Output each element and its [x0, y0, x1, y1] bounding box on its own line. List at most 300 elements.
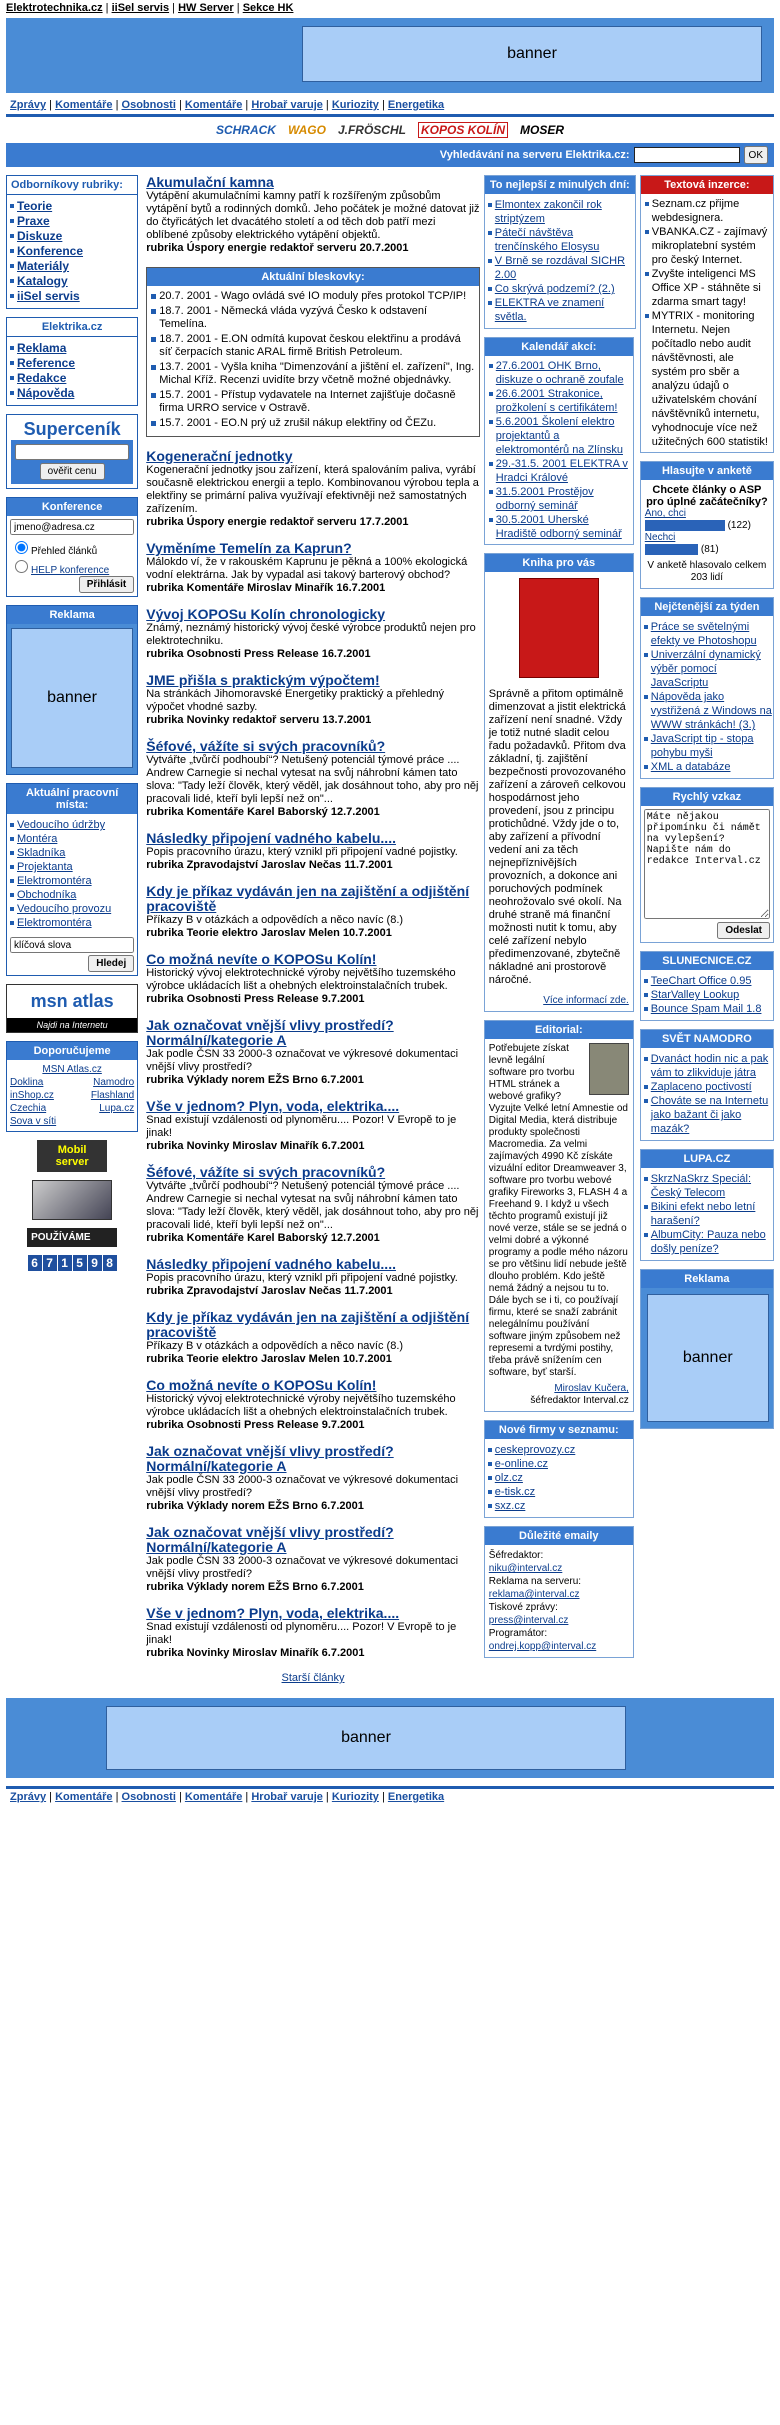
site-search-bar [6, 143, 774, 167]
svet-link[interactable]: Zaplaceno poctivostí [650, 1081, 752, 1094]
article-text: Známý, neznámý historický vývoj české výrobce produktů nejen pro elektrotechniku. [146, 622, 476, 647]
firma-link[interactable]: ceskeprovozy.cz [494, 1444, 576, 1456]
email-link[interactable]: press@interval.cz [488, 1615, 569, 1626]
svet-item[interactable] [643, 1080, 773, 1094]
article [146, 884, 480, 940]
article-title[interactable]: Vše v jednom? Plyn, voda, elektrika.... [146, 1605, 400, 1621]
slunecnice-link[interactable]: Bounce Spam Mail 1.8 [650, 1003, 762, 1016]
article-title[interactable]: Jak označovat vnější vlivy prostředí? Normální/kategorie A [146, 1443, 394, 1474]
nove-firmy-list [487, 1443, 633, 1513]
nejctenejsi-title: Nejčtenější za týden [641, 598, 773, 616]
dop-link[interactable]: Sova v síti [10, 1116, 57, 1127]
prace-item[interactable] [9, 916, 137, 930]
nove-firmy-title: Nové firmy v seznamu: [485, 1421, 633, 1439]
lupa-link[interactable]: Bikini efekt nebo letní harašení? [650, 1201, 756, 1228]
article-title[interactable]: Co možná nevíte o KOPOSu Kolín! [146, 1377, 377, 1393]
rubrika-katalogy[interactable] [9, 274, 137, 289]
article [146, 1018, 480, 1087]
elektrika-title: Elektrika.cz [7, 318, 137, 337]
counter-digit: 1 [58, 1255, 72, 1271]
article-title[interactable]: Akumulační kamna [146, 174, 274, 190]
article-title[interactable]: Vyměníme Temelín za Kaprun? [146, 540, 352, 556]
rubrika-teorie[interactable] [9, 199, 137, 214]
prace-search-input[interactable] [10, 937, 134, 953]
counter-digit: 9 [88, 1255, 102, 1271]
footer-banner-bar [6, 1698, 774, 1778]
nejlepsi-list [487, 198, 635, 324]
svet-item[interactable] [643, 1094, 773, 1136]
article-meta: rubrika Novinky redaktoř serveru 13.7.2001 [146, 714, 372, 726]
topnav-link-hwserver[interactable]: HW Server [178, 2, 234, 14]
prace-item[interactable] [9, 818, 137, 832]
right-banner[interactable]: banner [647, 1294, 769, 1422]
doporucujeme-title: Doporučujeme [7, 1042, 137, 1060]
email-link[interactable]: ondrej.kopp@interval.cz [488, 1641, 597, 1652]
article-title[interactable]: Kogenerační jednotky [146, 448, 293, 464]
logo-schrack[interactable]: SCHRACK [215, 123, 276, 137]
odeslat-button[interactable]: Odeslat [717, 922, 770, 939]
firma-link[interactable]: e-online.cz [494, 1458, 548, 1470]
slunecnice-item[interactable] [643, 988, 773, 1002]
slunecnice-item[interactable] [643, 974, 773, 988]
svet-link[interactable]: Chováte se na Internetu jako bažant či jako mazák? [650, 1095, 769, 1136]
anketa-ne-bar [645, 544, 698, 555]
nejctenejsi-item[interactable] [643, 648, 773, 690]
lupa-item[interactable] [643, 1172, 773, 1200]
prace-list [9, 818, 137, 930]
article [146, 607, 480, 661]
nejctenejsi-item[interactable] [643, 690, 773, 732]
supercenik-button[interactable]: ověřit cenu [40, 463, 105, 480]
radio-prehled[interactable] [15, 541, 28, 554]
kalendar-item[interactable] [488, 415, 630, 457]
article [146, 1378, 480, 1432]
msn-atlas-logo: msn atlas [30, 991, 114, 1011]
footer-navigation: Zprávy | Komentáře | Osobnosti | Komentáře | Hrobař varuje | Kuriozity | Energetika [6, 1786, 774, 1805]
elektrika-list [9, 341, 137, 401]
article [146, 952, 480, 1006]
slunecnice-link[interactable]: StarValley Lookup [650, 989, 740, 1002]
kalendar-link[interactable]: 26.6.2001 Strakonice, prožkolení s certifikátem! [495, 388, 618, 414]
article-text: Historický vývoj elektrotechnické výroby největšího tuzemského výrobce ukládacích lišt a ohebných elektroinstalačních trubek. [146, 1393, 456, 1418]
rubrika-konference[interactable] [9, 244, 137, 259]
bleskovka-item: 13.7. 2001 - Vyšla kniha "Dimenzování a jištění el. zařízení", Ing. Michal Kříž. Recenzi uvidíte brzy včetně možné objednávky. [151, 361, 475, 387]
firma-item[interactable] [487, 1471, 633, 1485]
section-navigation: Zprávy | Komentáře | Osobnosti | Komentáře | Hrobař varuje | Kuriozity | Energetika [6, 99, 774, 117]
search-label: Vyhledávání na serveru Elektrika.cz: [439, 149, 630, 161]
reklama-left-box [6, 605, 138, 775]
rubrika-praxe[interactable] [9, 214, 137, 229]
article-meta: rubrika Novinky Miroslav Minařík 6.7.2001 [146, 1140, 365, 1152]
article-meta: rubrika Výklady norem EŽS Brno 6.7.2001 [146, 1500, 364, 1512]
slunecnice-box [640, 951, 774, 1021]
prace-link[interactable]: Montéra [17, 833, 58, 845]
article-meta: rubrika Zpravodajství Jaroslav Nečas 11.7.2001 [146, 859, 393, 871]
prace-item[interactable] [9, 902, 137, 916]
bleskovka-item: 18.7. 2001 - E.ON odmítá kupovat českou elektřinu a prodává síť čerpacích stanic ARAL firmě British Petroleum. [151, 333, 475, 359]
inzerce-box [640, 175, 774, 453]
partner-logos [0, 117, 780, 143]
article-title[interactable]: Vývoj KOPOSu Kolín chronologicky [146, 606, 386, 622]
lupa-box [640, 1149, 774, 1261]
prace-box [6, 783, 138, 976]
logo-froschl[interactable]: J.FRÖSCHL [337, 123, 406, 137]
editorial-box [484, 1020, 634, 1412]
right-column-2 [640, 175, 774, 1692]
article-meta: rubrika Novinky Miroslav Minařík 6.7.2001 [146, 1647, 365, 1659]
prace-link[interactable]: Obchodníka [17, 889, 77, 901]
elektrika-link[interactable]: Reklama [17, 341, 67, 355]
kalendar-item[interactable] [488, 387, 630, 415]
nejctenejsi-link[interactable]: Univerzální dynamický výběr pomocí JavaScriptu [650, 649, 761, 690]
elektrika-link[interactable]: Nápověda [17, 386, 75, 400]
reklama-right-box [640, 1269, 774, 1429]
article [146, 673, 480, 727]
rubrika-diskuze[interactable] [9, 229, 137, 244]
kalendar-link[interactable]: 27.6.2001 OHK Brno, diskuze o ochraně zoufale [495, 360, 624, 386]
article-text: Na stránkách Jihomoravské Energetiky praktický a přehledný výpočet vhodné sazby. [146, 688, 444, 713]
right-column-1 [484, 175, 636, 1692]
prihlasit-button[interactable]: Přihlásit [79, 576, 134, 593]
visit-counter [6, 1255, 138, 1271]
rubrika-link[interactable]: Diskuze [17, 229, 63, 243]
emaily-title: Důležité emaily [485, 1527, 633, 1545]
footnav-kuriozity[interactable]: Kuriozity [331, 1791, 379, 1803]
rubrika-materialy[interactable] [9, 259, 137, 274]
elektrika-item[interactable] [9, 371, 137, 386]
dop-link[interactable]: Doklina [10, 1077, 44, 1088]
lupa-link[interactable]: AlbumCity: Pauza nebo došly peníze? [650, 1229, 766, 1256]
topnav-link-elektrotechnika[interactable]: Elektrotechnika.cz [6, 2, 103, 14]
inzerce-item[interactable]: MYTRIX - monitoring Internetu. Nejen počítadlo nebo audit návštěvnosti, ale systém pro sběr a analýzu údajů o uživatelském chování návštěvníků internetu, vyhodnocuje více než užitečných 600 statistik! [644, 309, 770, 449]
prace-link[interactable]: Elektromontéra [17, 917, 92, 929]
prace-link[interactable]: Projektanta [17, 861, 73, 873]
article-meta: rubrika Osobnosti Press Release 9.7.2001 [146, 993, 365, 1005]
nejlepsi-link[interactable]: V Brně se rozdával SICHR 2.00 [494, 255, 626, 281]
article-title[interactable]: Následky připojení vadného kabelu.... [146, 1256, 396, 1272]
firma-link[interactable]: e-tisk.cz [494, 1486, 536, 1498]
article-text: Snad existují vzdálenosti od plynoměru.... Pozor! V Evropě to je jinak! [146, 1621, 457, 1646]
msn-atlas-box[interactable] [6, 984, 138, 1033]
konference-title: Konference [7, 498, 137, 516]
reklama-left-title: Reklama [7, 606, 137, 624]
article [146, 175, 480, 255]
nav-energetika[interactable]: Energetika [387, 99, 445, 111]
mobil-server-logo[interactable]: Mobil server [37, 1140, 107, 1172]
inzerce-item[interactable]: Seznam.cz přijme webdesignera. [644, 197, 770, 225]
nejlepsi-item[interactable] [487, 282, 635, 296]
footnav-energetika[interactable]: Energetika [387, 1791, 445, 1803]
nejlepsi-link[interactable]: Elmontex zakončil rok striptýzem [494, 199, 602, 225]
prace-title: Aktuální pracovní místa: [7, 784, 137, 814]
vzkaz-title: Rychlý vzkaz [641, 788, 773, 806]
kniha-title: Kniha pro vás [485, 554, 633, 572]
article-text: Snad existují vzdálenosti od plynoměru.... Pozor! V Evropě to je jinak! [146, 1114, 457, 1139]
article [146, 831, 480, 872]
email-label: Programátor: [488, 1628, 548, 1639]
vzkaz-box [640, 787, 774, 943]
article-title[interactable]: Co možná nevíte o KOPOSu Kolín! [146, 951, 377, 967]
logo-wago[interactable]: WAGO [287, 123, 326, 137]
footnav-zpravy[interactable]: Zprávy [10, 1791, 47, 1803]
article-text: Popis pracovního úrazu, který vznikl při připojení vadné pojistky. [146, 1272, 458, 1284]
nav-osobnosti[interactable]: Osobnosti [121, 99, 176, 111]
nav-hrobar[interactable]: Hrobař varuje [251, 99, 323, 111]
article-title[interactable]: Následky připojení vadného kabelu.... [146, 830, 396, 846]
rubrika-link[interactable]: Teorie [17, 199, 53, 213]
slunecnice-link[interactable]: TeeChart Office 0.95 [650, 975, 752, 988]
inzerce-title: Textová inzerce: [641, 176, 773, 194]
kalendar-link[interactable]: 5.6.2001 Školení elektro projektantů a elektromontérů na Zlínsku [495, 416, 623, 456]
editor-photo [589, 1043, 629, 1095]
radio-help-label[interactable]: HELP konference [31, 565, 110, 576]
article-text: Kogenerační jednotky jsou zařízení, která spalováním paliva, vyrábí současně elektrickou energii a teplo. Kombinovanou výrobou tepla a elektřiny se primární paliva využívají efektivněji než samostatných zařízením. [146, 464, 479, 515]
logo-kopos[interactable]: KOPOS KOLÍN [418, 122, 508, 138]
rubrika-link[interactable]: iiSel servis [17, 289, 80, 303]
article-text: Málokdo ví, že v rakouském Kaprunu je pěkná a 100% ekologická vodní elektrárna. Jak by vypadal asi takový barterový obchod? [146, 556, 468, 581]
slunecnice-title: SLUNECNICE.CZ [641, 952, 773, 970]
article-meta: rubrika Teorie elektro Jaroslav Melen 10.7.2001 [146, 927, 392, 939]
lupa-item[interactable] [643, 1200, 773, 1228]
article-text: Vytvářte „tvůrčí podhoubí“? Netušený potenciál týmové práce .... Andrew Carnegie si nechal vytesat na svůj náhrobní kámen tato slova: "Tady leží člověk, který věděl, jak dosáhnout toho, aby pro něj pracovali lidé, kteří byli lepší než on"... [146, 754, 479, 805]
editorial-text: Potřebujete získat levně legální software pro tvorbu HTML stránek a webové grafiky? Vyzujte Velké letní Amnestie od Digital Media, která distribuje produkty společnosti Macromedia. Za velmi zajímavých 4990 Kč získáte vizuální editor Dreamweaver 3, software pro tvorbu webové grafiky Fireworks 3, FLASH 4 a Freehand 9. I když u všech těchto programů existují již nové verze, stále se se jedná o velmi dobré a výkonné programy a podle mého názoru se pro většinu lidí nebude ještě dlouho problém. Kdo ještě nemá žádný a nejsou tu to. Dále bych se i ti, co používají firmu, které se snaží zabránit nelegálnímu používání software jiným způsobem než represemi a tvrdými postihy, třeba právě snížením cen software, byť starší. [488, 1043, 628, 1378]
prace-link[interactable]: Vedoucího údržby [17, 819, 106, 831]
lupa-item[interactable] [643, 1228, 773, 1256]
inzerce-item[interactable]: VBANKA.CZ - zajímavý mikroplatební systém pro český Internet. [644, 225, 770, 267]
kalendar-box [484, 337, 634, 545]
dop-link[interactable]: MSN Atlas.cz [42, 1064, 102, 1075]
elektrika-link[interactable]: Redakce [17, 371, 67, 385]
article-title[interactable]: Jak označovat vnější vlivy prostředí? Normální/kategorie A [146, 1524, 394, 1555]
article-title[interactable]: Kdy je příkaz vydáván jen na zajištění a odjištění pracoviště [146, 883, 470, 914]
konference-box [6, 497, 138, 597]
rubrika-link[interactable]: Katalogy [17, 274, 68, 288]
article-meta: rubrika Výklady norem EŽS Brno 6.7.2001 [146, 1074, 364, 1086]
nejctenejsi-link[interactable]: JavaScript tip - stopa pohybu myši [650, 733, 754, 760]
article [146, 1257, 480, 1298]
anketa-ne-link[interactable]: Nechci [644, 532, 676, 544]
nav-zpravy[interactable]: Zprávy [10, 99, 47, 111]
article-title[interactable]: Jak označovat vnější vlivy prostředí? Normální/kategorie A [146, 1017, 394, 1048]
dop-link[interactable]: Flashland [90, 1090, 135, 1101]
inzerce-list [644, 197, 770, 449]
pouzivame-badge[interactable]: POUŽÍVÁME [27, 1228, 117, 1247]
anketa-ano-link[interactable]: Ano, chci [644, 508, 686, 519]
nejlepsi-item[interactable] [487, 198, 635, 226]
nejctenejsi-link[interactable]: Nápověda jako vystřižená z Windows na WWW stránkách! (3.) [650, 691, 772, 732]
nejlepsi-item[interactable] [487, 296, 635, 324]
footer-banner[interactable]: banner [106, 1706, 626, 1770]
footnav-osobnosti[interactable]: Osobnosti [121, 1791, 176, 1803]
article-meta: rubrika Teorie elektro Jaroslav Melen 10.7.2001 [146, 1353, 392, 1365]
article-text: Příkazy B v otázkách a odpovědích a něco navíc (8.) [146, 914, 404, 926]
hledej-button[interactable]: Hledej [88, 955, 134, 972]
nejctenejsi-link[interactable]: Práce se světelnými efekty ve Photoshopu [650, 621, 757, 648]
kalendar-item[interactable] [488, 485, 630, 513]
supercenik-input[interactable] [15, 444, 129, 460]
counter-digit: 5 [73, 1255, 87, 1271]
nejctenejsi-item[interactable] [643, 760, 773, 774]
doporucujeme-box [6, 1041, 138, 1132]
article-meta: rubrika Komentáře Karel Baborský 12.7.2001 [146, 1232, 380, 1244]
nejctenejsi-item[interactable] [643, 620, 773, 648]
anketa-ne-count: (81) [700, 544, 719, 556]
nav-komentare[interactable]: Komentáře [55, 99, 113, 111]
search-input[interactable] [634, 147, 740, 163]
dop-link[interactable]: inShop.cz [10, 1090, 54, 1101]
nove-firmy-box [484, 1420, 634, 1518]
book-cover-image[interactable] [519, 578, 599, 678]
topnav-link-sekcehk[interactable]: Sekce HK [242, 2, 294, 14]
kniha-more-link[interactable]: Více informací zde. [543, 995, 629, 1006]
inzerce-item[interactable]: Zvyšte inteligenci MS Office XP - stáhněte si zdarma smart tagy! [644, 267, 770, 309]
firma-item[interactable] [487, 1443, 633, 1457]
left-column [6, 175, 138, 1692]
nejlepsi-link[interactable]: ELEKTRA ve znamení světla. [494, 297, 605, 323]
logo-moser[interactable]: MOSER [520, 123, 565, 137]
bleskovka-item: 15.7. 2001 - Přístup vydavatele na Internet zajišťuje dočasně firma URRO service v Ostravě. [151, 389, 475, 415]
kalendar-link[interactable]: 30.5.2001 Uherské Hradiště odborný seminář [495, 514, 622, 540]
email-link[interactable]: niku@interval.cz [488, 1563, 563, 1574]
search-button[interactable]: OK [744, 146, 768, 164]
email-label: Šéfredaktor: [488, 1550, 544, 1561]
article [146, 1099, 480, 1153]
supercenik-panel [11, 440, 133, 484]
header-banner[interactable]: banner [302, 26, 762, 82]
article-text: Popis pracovního úrazu, který vznikl při připojení vadné pojistky. [146, 846, 458, 858]
footnav-komentare[interactable]: Komentáře [55, 1791, 113, 1803]
article-meta: rubrika Úspory energie redaktoř serveru 17.7.2001 [146, 516, 409, 528]
article-meta: rubrika Komentáře Miroslav Minařík 16.7.2001 [146, 582, 386, 594]
rubriky-list [9, 199, 137, 304]
article-title[interactable]: Šéfové, vážíte si svých pracovníků? [146, 1164, 386, 1180]
dop-link[interactable]: Namodro [93, 1077, 135, 1088]
lupa-link[interactable]: SkrzNaSkrz Speciál: Český Telecom [650, 1173, 752, 1200]
kniha-box [484, 553, 634, 1012]
article-title[interactable]: Kdy je příkaz vydáván jen na zajištění a odjištění pracoviště [146, 1309, 470, 1340]
article-title[interactable]: JME přišla s praktickým výpočtem! [146, 672, 380, 688]
konference-email-input[interactable] [10, 519, 134, 535]
vzkaz-textarea[interactable] [644, 809, 770, 919]
article-meta: rubrika Osobnosti Press Release 9.7.2001 [146, 1419, 365, 1431]
nejlepsi-item[interactable] [487, 254, 635, 282]
svet-item[interactable] [643, 1052, 773, 1080]
slunecnice-item[interactable] [643, 1002, 773, 1016]
anketa-title: Hlasujte v anketě [641, 462, 773, 480]
article-text: Příkazy B v otázkách a odpovědích a něco navíc (8.) [146, 1340, 404, 1352]
nejctenejsi-item[interactable] [643, 732, 773, 760]
nejlepsi-title: To nejlepší z minulých dní: [485, 176, 635, 194]
header-banner-bar [6, 18, 774, 93]
anketa-total: V anketě hlasovalo celkem 203 lidí [647, 560, 767, 584]
nav-kuriozity[interactable]: Kuriozity [331, 99, 379, 111]
elektrika-item[interactable] [9, 356, 137, 371]
svet-link[interactable]: Dvanáct hodin nic a pak vám to zlikviduje játra [650, 1053, 769, 1080]
kalendar-link[interactable]: 29.-31.5. 2001 ELEKTRA v Hradci Králové [495, 458, 628, 484]
kalendar-link[interactable]: 31.5.2001 Prostějov odborný seminář [495, 486, 594, 512]
article-title[interactable]: Šéfové, vážíte si svých pracovníků? [146, 738, 386, 754]
kniha-text: Správně a přitom optimálně dimenzovat a jistit elektrická zařízení není snadné. Vždy je totiž nutné sladit celou řadu požadavků. Přitom dva základní, tj. zajištění bezpečnosti provozovaného zařízení a zároveň celkovou hospodárnost jeho provedení, jsou z principu protichůdné. Vždy jde o to, aby zařízení a přívodní vedení ani za těch nejnepříznivějších provozních, a dokonce ani poruchových podmínek neohrožovalo své okolí. Na druhé straně má finanční možnosti nutit k tomu, aby celé zařízení nebylo předimenzované, zbytečně nákladné ani prostorově náročné. [488, 688, 626, 986]
topnav-link-iisel[interactable]: iiSel servis [111, 2, 170, 14]
lupa-list [643, 1172, 773, 1256]
editor-role: šéfredaktor Interval.cz [530, 1395, 629, 1406]
footnav-komentare-2[interactable]: Komentáře [184, 1791, 243, 1803]
older-articles-link[interactable]: Starší články [281, 1672, 345, 1684]
kalendar-item[interactable] [488, 513, 630, 541]
article [146, 739, 480, 819]
rubrika-iisel[interactable] [9, 289, 137, 304]
book-stack-icon [32, 1180, 112, 1220]
prace-link[interactable]: Skladníka [17, 847, 66, 859]
nejctenejsi-list [643, 620, 773, 774]
email-label: Tiskové zprávy: [488, 1602, 558, 1613]
editor-name-link[interactable]: Miroslav Kučera, [554, 1383, 629, 1394]
elektrika-link[interactable]: Reference [17, 356, 76, 370]
article-text: Jak podle ČSN 33 2000-3 označovat ve výkresové dokumentaci vnější vlivy prostředí? [146, 1048, 459, 1073]
article [146, 1444, 480, 1513]
elektrika-box [6, 317, 138, 406]
footnav-hrobar[interactable]: Hrobař varuje [251, 1791, 323, 1803]
firma-item[interactable] [487, 1499, 633, 1513]
kalendar-item[interactable] [488, 359, 630, 387]
prace-item[interactable] [9, 888, 137, 902]
dop-link[interactable]: Lupa.cz [99, 1103, 135, 1114]
kalendar-item[interactable] [488, 457, 630, 485]
article-title[interactable]: Vše v jednom? Plyn, voda, elektrika.... [146, 1098, 400, 1114]
svet-namodro-box [640, 1029, 774, 1141]
supercenik-box [6, 414, 138, 489]
article-text: Jak podle ČSN 33 2000-3 označovat ve výkresové dokumentaci vnější vlivy prostředí? [146, 1474, 459, 1499]
article [146, 1165, 480, 1245]
nejctenejsi-link[interactable]: XML a databáze [650, 761, 731, 774]
supercenik-title: Superceník [23, 419, 121, 439]
firma-link[interactable]: olz.cz [494, 1472, 523, 1484]
anketa-ano-count: (122) [727, 520, 751, 532]
rubrika-link[interactable]: Konference [17, 244, 84, 258]
dop-link[interactable]: Czechia [10, 1103, 47, 1114]
firma-link[interactable]: sxz.cz [494, 1500, 526, 1512]
nejlepsi-link[interactable]: Co skrývá podzemí? (2.) [494, 283, 615, 295]
rubrika-link[interactable]: Praxe [17, 214, 50, 228]
nejlepsi-link[interactable]: Pátečí návštěva trenčínského Elosysu [494, 227, 600, 253]
rubriky-box [6, 175, 138, 309]
bleskovka-item: 15.7. 2001 - EO.N prý už zrušil nákup elektřiny od ČEZu. [151, 417, 475, 430]
email-link[interactable]: reklama@interval.cz [488, 1589, 580, 1600]
reklama-right-title: Reklama [641, 1270, 773, 1288]
elektrika-item[interactable] [9, 386, 137, 401]
radio-help[interactable] [15, 560, 28, 573]
rubrika-link[interactable]: Materiály [17, 259, 70, 273]
nejlepsi-item[interactable] [487, 226, 635, 254]
article [146, 449, 480, 529]
prace-item[interactable] [9, 832, 137, 846]
article [146, 1310, 480, 1366]
left-banner[interactable]: banner [11, 628, 133, 768]
firma-item[interactable] [487, 1457, 633, 1471]
prace-link[interactable]: Vedoucího provozu [17, 903, 112, 915]
counter-digit: 7 [43, 1255, 57, 1271]
prace-item[interactable] [9, 860, 137, 874]
prace-item[interactable] [9, 846, 137, 860]
prace-item[interactable] [9, 874, 137, 888]
prace-link[interactable]: Elektromontéra [17, 875, 92, 887]
elektrika-item[interactable] [9, 341, 137, 356]
article-meta: rubrika Výklady norem EŽS Brno 6.7.2001 [146, 1581, 364, 1593]
article-meta: rubrika Komentáře Karel Baborský 12.7.2001 [146, 806, 380, 818]
counter-digit: 6 [28, 1255, 42, 1271]
nav-komentare-2[interactable]: Komentáře [184, 99, 243, 111]
firma-item[interactable] [487, 1485, 633, 1499]
